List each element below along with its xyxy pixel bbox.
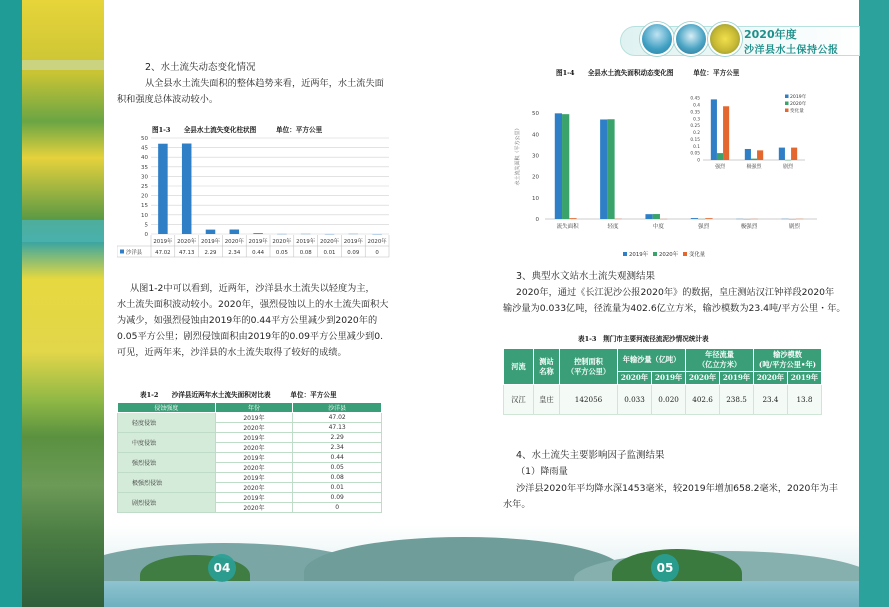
paragraph-2-line-1: 从图1-2中可以看到，近两年，沙洋县水土流失以轻度为主， [130, 283, 375, 294]
data-label: 0.08 [299, 250, 312, 256]
cell-year: 2020年 [215, 443, 293, 453]
table-row [504, 385, 822, 415]
legend-swatch [120, 250, 124, 254]
inset-y-tick-label: 0.15 [690, 137, 700, 143]
paragraph-3-line-2: 输沙量为0.033亿吨，径流量为402.6亿立方米，输沙模数为23.4吨/平方公里・年。 [503, 303, 846, 314]
y-axis-label: 水土流失面积（平方公里） [515, 125, 521, 186]
chart-bar [182, 144, 192, 234]
cell-intensity: 强烈侵蚀 [118, 453, 216, 473]
inset-y-tick-label: 0 [697, 158, 700, 164]
legend-label: 变化量 [689, 252, 706, 258]
y-tick-label: 25 [141, 184, 148, 190]
chart-bar [230, 230, 240, 234]
data-label: 47.13 [178, 250, 195, 256]
inset-bar [751, 159, 757, 160]
cell-intensity: 轻度侵蚀 [118, 413, 216, 433]
cell-value: 0 [293, 503, 382, 513]
y-tick-label: 45 [141, 145, 148, 152]
chart-bar [569, 218, 576, 219]
inset-legend-swatch [785, 109, 789, 113]
y-tick-label: 50 [532, 111, 539, 118]
chart-bar [653, 214, 660, 219]
cell-intensity: 中度侵蚀 [118, 433, 216, 453]
cell-sediment-2019: 0.020 [652, 385, 686, 415]
inset-legend-swatch [785, 102, 789, 106]
inset-bar [791, 148, 797, 160]
inset-y-tick-label: 0.25 [690, 124, 700, 130]
paragraph-2-line-2: 水土流失面积波动较小。2020年，强烈侵蚀以上的水土流失面积大 [117, 299, 389, 310]
data-label: 0 [375, 250, 379, 256]
inset-y-tick-label: 0.4 [693, 103, 700, 109]
inset-y-tick-label: 0.3 [693, 117, 700, 123]
data-label: 0.01 [323, 250, 336, 256]
inset-x-tick-label: 强烈 [714, 164, 726, 170]
inset-legend-label: 2020年 [790, 102, 807, 107]
paragraph-4-line-2: 水年。 [503, 499, 531, 510]
chart-bar [705, 218, 712, 219]
year-2020-modulus: 2020年 [754, 372, 788, 385]
cell-intensity: 极强烈侵蚀 [118, 473, 216, 493]
cell-value: 2.29 [293, 433, 382, 443]
cell-river: 汉江 [504, 385, 534, 415]
x-tick-label: 剧烈 [788, 224, 800, 230]
chart-bar [645, 214, 652, 219]
inset-y-tick-label: 0.05 [690, 151, 700, 157]
col-header-station: 测站 名称 [534, 349, 560, 385]
y-tick-label: 30 [141, 174, 148, 181]
cell-year: 2020年 [215, 483, 293, 493]
year-2020-sediment: 2020年 [618, 372, 652, 385]
table-1-2-caption: 表1-2 沙洋县近两年水土流失面积对比表 单位：平方公里 [140, 391, 337, 399]
cell-modulus-2020: 23.4 [754, 385, 788, 415]
legend-swatch [683, 252, 687, 256]
year-2019-modulus: 2019年 [787, 372, 821, 385]
data-label: 47.02 [155, 250, 171, 256]
inset-x-tick-label: 极强烈 [746, 164, 762, 170]
section-4-heading: 4、水土流失主要影响因子监测结果 [516, 450, 665, 461]
header-photo-lake [640, 22, 674, 56]
page-number-right: 05 [651, 554, 679, 582]
y-tick-label: 40 [532, 132, 539, 139]
table-row [118, 493, 382, 503]
cell-value: 2.34 [293, 443, 382, 453]
inset-y-tick-label: 0.45 [690, 96, 700, 102]
paragraph-2-line-5: 可见，近两年来，沙洋县的水土流失取得了较好的成绩。 [117, 347, 347, 358]
year-2020-runoff: 2020年 [686, 372, 720, 385]
x-tick-label: 强烈 [698, 224, 710, 230]
rainfall-subheading: （1）降雨量 [516, 466, 568, 477]
cell-value: 0.44 [293, 453, 382, 463]
right-teal-band [859, 0, 889, 607]
cell-year: 2020年 [215, 423, 293, 433]
cell-runoff-2020: 402.6 [686, 385, 720, 415]
y-tick-label: 50 [141, 136, 148, 142]
left-teal-band [0, 0, 22, 607]
y-tick-label: 5 [144, 222, 148, 229]
cell-runoff-2019: 238.5 [720, 385, 754, 415]
cell-value: 0.01 [293, 483, 382, 493]
x-tick-label: 2019年 [343, 239, 363, 245]
inset-bar [779, 148, 785, 160]
data-label: 0.05 [275, 250, 288, 256]
page-number-left: 04 [208, 554, 236, 582]
col-header-county: 沙洋县 [293, 403, 382, 413]
table-1-3-caption: 表1-3 荆门市主要河流径流泥沙情况统计表 [578, 335, 709, 343]
year-2019-sediment: 2019年 [652, 372, 686, 385]
photo-river [22, 220, 104, 242]
col-header-year: 年份 [215, 403, 293, 413]
paragraph-1-line-1: 从全县水土流失面积的整体趋势来看，近两年，水土流失面 [145, 78, 384, 89]
paragraph-3-line-1: 2020年，通过《长江泥沙公报2020年》的数据，皇庄测站汉江钟祥段2020年 [516, 287, 835, 298]
cell-value: 0.05 [293, 463, 382, 473]
col-header-sediment: 年输沙量（亿吨） [618, 349, 686, 372]
cell-intensity: 剧烈侵蚀 [118, 493, 216, 513]
cell-station: 皇庄 [534, 385, 560, 415]
paragraph-1-line-2: 积和强度总体波动较小。 [117, 94, 219, 105]
inset-bar [757, 150, 763, 160]
x-tick-label: 2020年 [224, 239, 244, 245]
inset-bar [723, 106, 729, 160]
y-tick-label: 10 [532, 195, 539, 202]
table-row [118, 413, 382, 423]
table-row [118, 453, 382, 463]
inset-bar [711, 99, 717, 160]
y-tick-label: 0 [144, 232, 148, 238]
cell-modulus-2019: 13.8 [787, 385, 821, 415]
legend-swatch [653, 252, 657, 256]
y-tick-label: 35 [141, 164, 148, 171]
col-header-area: 控制面积 （平方公里） [560, 349, 618, 385]
chart-bar [206, 230, 216, 234]
data-label: 0.09 [347, 250, 360, 256]
cell-value: 0.08 [293, 473, 382, 483]
col-header-runoff: 年径流量 （亿立方米） [686, 349, 754, 372]
section-3-heading: 3、典型水文站水土流失观测结果 [516, 271, 656, 282]
x-tick-label: 2019年 [153, 239, 173, 245]
y-tick-label: 20 [141, 193, 148, 200]
data-label: 0.44 [252, 250, 265, 256]
rapeseed-field-photo [22, 0, 104, 607]
cell-value: 47.02 [293, 413, 382, 423]
header-photo-flowers [708, 22, 742, 56]
cell-year: 2019年 [215, 493, 293, 503]
inset-y-tick-label: 0.35 [690, 110, 700, 116]
inset-bar [745, 149, 751, 160]
col-header-modulus: 输沙模数 (吨/平方公里•年) [754, 349, 822, 372]
data-label: 2.29 [204, 250, 217, 256]
y-tick-label: 20 [532, 174, 539, 181]
x-tick-label: 2020年 [319, 239, 340, 245]
cell-year: 2019年 [215, 473, 293, 483]
inset-y-tick-label: 0.2 [693, 131, 700, 137]
inset-legend-label: 2019年 [790, 95, 807, 100]
x-tick-label: 2020年 [177, 239, 197, 245]
col-header-intensity: 侵蚀强度 [118, 403, 216, 413]
x-tick-label: 轻度 [607, 224, 619, 230]
inset-x-tick-label: 剧烈 [782, 164, 794, 170]
chart-bar [555, 113, 562, 219]
cell-sediment-2020: 0.033 [618, 385, 652, 415]
erosion-dynamics-chart [505, 84, 821, 264]
inset-y-tick-label: 0.1 [693, 144, 700, 150]
y-tick-label: 10 [141, 212, 148, 219]
data-label: 2.34 [228, 250, 241, 256]
section-2-heading: 2、水土流失动态变化情况 [145, 62, 256, 73]
scenery-lake [104, 581, 859, 607]
y-tick-label: 0 [535, 217, 539, 223]
table-row [118, 473, 382, 483]
legend-label: 2019年 [629, 252, 649, 258]
x-tick-label: 流失面积 [556, 224, 579, 230]
x-tick-label: 2019年 [200, 239, 221, 245]
erosion-bar-chart [117, 134, 392, 260]
chart-bar [253, 233, 263, 234]
year-2019-runoff: 2019年 [720, 372, 754, 385]
col-header-river: 河流 [504, 349, 534, 385]
header-year: 2020年度 [744, 28, 797, 41]
header-photo-bridge [674, 22, 708, 56]
erosion-comparison-table [117, 402, 382, 513]
x-tick-label: 中度 [652, 224, 664, 230]
chart-bar [607, 119, 614, 219]
chart-bar [158, 144, 168, 234]
inset-bar [717, 153, 723, 160]
legend-swatch [623, 252, 627, 256]
x-tick-label: 2019年 [296, 239, 316, 245]
header-title: 沙洋县水土保持公报 [744, 45, 839, 56]
paragraph-2-line-3: 为减少，如强烈侵蚀由2019年的0.44平方公里减少到2020年的 [117, 315, 378, 326]
photo-path [22, 60, 104, 70]
y-tick-label: 15 [141, 203, 148, 210]
cell-year: 2020年 [215, 503, 293, 513]
report-header [620, 20, 860, 60]
x-tick-label: 2019年 [248, 239, 268, 245]
cell-value: 47.13 [293, 423, 382, 433]
left-photo-strip [0, 0, 104, 607]
cell-year: 2019年 [215, 433, 293, 443]
figure-1-4-caption: 图1-4 全县水土流失面积动态变化图 单位：平方公里 [556, 69, 740, 77]
cell-year: 2019年 [215, 453, 293, 463]
cell-year: 2019年 [215, 413, 293, 423]
inset-legend-label: 变化量 [790, 109, 804, 114]
chart-bar [691, 218, 698, 219]
table-row [118, 433, 382, 443]
paragraph-4-line-1: 沙洋县2020年平均降水深1453毫米，较2019年增加658.2毫米，2020年为丰 [516, 483, 838, 494]
y-tick-label: 40 [141, 155, 148, 162]
series-label: 沙洋县 [126, 250, 143, 256]
cell-value: 0.09 [293, 493, 382, 503]
x-tick-label: 2020年 [367, 239, 387, 245]
chart-bar [562, 114, 569, 219]
runoff-sediment-table [503, 348, 822, 415]
inset-legend-swatch [785, 95, 789, 99]
legend-label: 2020年 [659, 252, 679, 258]
chart-bar [600, 119, 607, 219]
cell-area: 142056 [560, 385, 618, 415]
cell-year: 2020年 [215, 463, 293, 473]
y-tick-label: 30 [532, 153, 539, 160]
paragraph-2-line-4: 0.05平方公里；剧烈侵蚀面积由2019年的0.09平方公里减少到0. [117, 331, 383, 342]
figure-1-3-caption: 图1-3 全县水土流失变化柱状图 单位：平方公里 [152, 126, 323, 134]
x-tick-label: 2020年 [272, 239, 292, 245]
x-tick-label: 极强烈 [740, 224, 758, 230]
